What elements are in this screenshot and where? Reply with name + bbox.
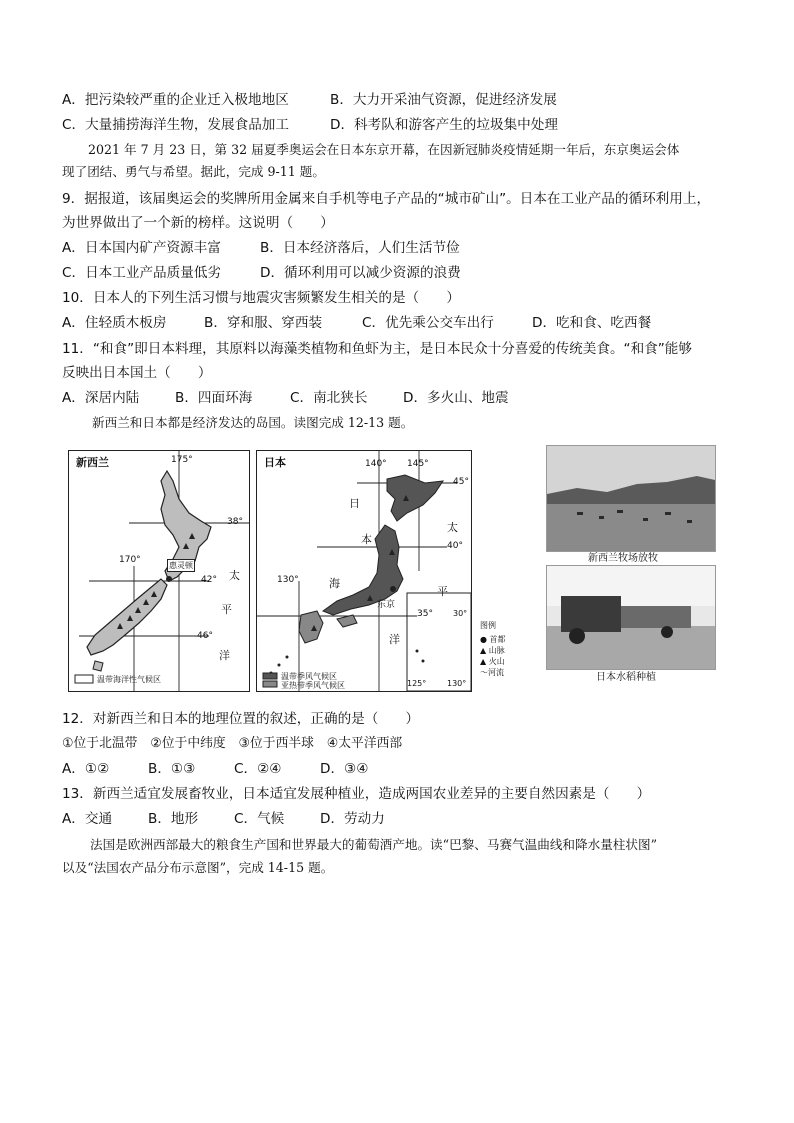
q10-option-a: A．住轻质木板房 bbox=[62, 315, 167, 331]
jp-lon-125: 125° bbox=[407, 679, 427, 688]
jp-lat-45: 45° bbox=[453, 477, 469, 487]
intro-olympics-line2: 现了团结、勇气与希望。据此，完成 9-11 题。 bbox=[62, 164, 325, 179]
jp-lat-40: 40° bbox=[447, 541, 463, 551]
volcano-icon: ▲ bbox=[480, 657, 487, 666]
q9-option-b: B．日本经济落后，人们生活节俭 bbox=[260, 240, 460, 256]
legend-capital-label: 首都 bbox=[489, 635, 506, 644]
jp-photo-caption: 日本水稻种植 bbox=[596, 672, 656, 683]
q11-option-c: C．南北狭长 bbox=[290, 390, 368, 406]
q8-option-d: D．科考队和游客产生的垃圾集中处理 bbox=[330, 117, 558, 133]
nz-photo-caption: 新西兰牧场放牧 bbox=[588, 553, 658, 564]
nz-lat-46: 46° bbox=[197, 631, 213, 641]
q12-option-a: A．①② bbox=[62, 761, 110, 777]
nz-lat-42: 42° bbox=[201, 575, 217, 585]
q12-option-d: D．③④ bbox=[320, 761, 369, 777]
jp-lat-35: 35° bbox=[417, 609, 433, 619]
jp-name-1: 日 bbox=[349, 497, 360, 510]
q10-option-b: B．穿和服、穿西装 bbox=[204, 315, 323, 331]
q9-option-a: A．日本国内矿产资源丰富 bbox=[62, 240, 221, 256]
nz-ocean-3: 洋 bbox=[219, 649, 230, 662]
q9-options-row1 bbox=[62, 239, 460, 257]
legend-title: 图例 bbox=[480, 621, 496, 630]
q13-option-a: A．交通 bbox=[62, 811, 113, 827]
nz-capital-label: 惠灵顿 bbox=[169, 561, 193, 570]
q8-options-row1 bbox=[62, 91, 557, 109]
q9-stem-line2: 为世界做出了一个新的榜样。这说明（ ） bbox=[62, 215, 334, 231]
q11-option-a: A．深居内陆 bbox=[62, 390, 140, 406]
q13-options bbox=[62, 810, 385, 828]
jp-capital-label: 东京 bbox=[377, 600, 396, 610]
japan-map-graphic bbox=[257, 451, 471, 691]
q13-stem: 13．新西兰适宜发展畜牧业，日本适宜发展种植业，造成两国农业差异的主要自然因素是（ ） bbox=[62, 786, 651, 802]
nz-lon-175: 175° bbox=[171, 455, 193, 465]
legend-river-label: 河流 bbox=[488, 668, 504, 677]
nz-legend-label: 温带海洋性气候区 bbox=[97, 675, 161, 684]
jp-name-2: 本 bbox=[361, 533, 372, 546]
legend-mountain bbox=[480, 645, 506, 656]
q12-option-b: B．①③ bbox=[148, 761, 196, 777]
q9-stem-line1: 9．据报道，该届奥运会的奖牌所用金属来自手机等电子产品的“城市矿山”。日本在工业产品的循环利用上， bbox=[62, 191, 711, 207]
legend-volcano bbox=[480, 656, 506, 667]
jp-rice-image bbox=[547, 566, 715, 669]
jp-lon-145: 145° bbox=[407, 459, 429, 469]
mountain-icon: ▲ bbox=[480, 646, 487, 655]
jp-lon-140: 140° bbox=[365, 459, 387, 469]
nz-ocean-1: 太 bbox=[229, 569, 240, 582]
jp-ocean-2: 平 bbox=[437, 585, 448, 598]
jp-ocean-3: 洋 bbox=[389, 633, 400, 646]
q9-option-c: C．日本工业产品质量低劣 bbox=[62, 265, 222, 281]
q10-option-d: D．吃和食、吃西餐 bbox=[532, 315, 652, 331]
q10-option-c: C．优先乘公交车出行 bbox=[362, 315, 494, 331]
q13-option-b: B．地形 bbox=[148, 811, 199, 827]
q12-stem: 12．对新西兰和日本的地理位置的叙述，正确的是（ ） bbox=[62, 711, 420, 727]
jp-lat-30: 30° bbox=[453, 609, 468, 618]
river-icon: 〜 bbox=[480, 668, 488, 677]
intro-nz: 新西兰和日本都是经济发达的岛国。读图完成 12-13 题。 bbox=[92, 415, 414, 430]
legend-capital bbox=[480, 634, 506, 645]
nz-lat-38: 38° bbox=[227, 517, 243, 527]
capital-dot-icon: ● bbox=[480, 635, 487, 644]
japan-map bbox=[256, 450, 472, 692]
intro-france-line1: 法国是欧洲西部最大的粮食生产国和世界最大的葡萄酒产地。读“巴黎、马赛气温曲线和降水量柱状图” bbox=[90, 837, 658, 852]
q13-option-d: D．劳动力 bbox=[320, 811, 385, 827]
intro-olympics-line1: 2021 年 7 月 23 日，第 32 届夏季奥运会在日本东京开幕，在因新冠肺炎疫情延期一年后，东京奥运会体 bbox=[88, 142, 680, 157]
nz-pasture-photo bbox=[546, 445, 716, 552]
jp-name-3: 海 bbox=[329, 577, 340, 590]
q12-options bbox=[62, 760, 368, 778]
jp-rice-photo bbox=[546, 565, 716, 670]
nz-ocean-2: 平 bbox=[221, 603, 232, 616]
new-zealand-map bbox=[68, 450, 250, 692]
q11-stem-line1: 11．“和食”即日本料理，其原料以海藻类植物和鱼虾为主，是日本民众十分喜爱的传统美食。“和食”能够 bbox=[62, 341, 692, 357]
q11-option-d: D．多火山、地震 bbox=[403, 390, 509, 406]
jp-legend-2: 亚热带季风气候区 bbox=[281, 681, 345, 690]
q9-options-row2 bbox=[62, 264, 461, 282]
legend-river bbox=[480, 667, 506, 678]
q12-option-c: C．②④ bbox=[234, 761, 282, 777]
q11-options bbox=[62, 389, 509, 407]
q11-option-b: B．四面环海 bbox=[175, 390, 253, 406]
legend-mountain-label: 山脉 bbox=[488, 646, 505, 655]
q8-option-a: A．把污染较严重的企业迁入极地地区 bbox=[62, 92, 289, 108]
jp-ocean-1: 太 bbox=[447, 521, 458, 534]
nz-lon-170: 170° bbox=[119, 555, 141, 565]
nz-map-title: 新西兰 bbox=[76, 456, 109, 469]
q12-statements: ①位于北温带 ②位于中纬度 ③位于西半球 ④太平洋西部 bbox=[62, 736, 403, 751]
nz-pasture-image bbox=[547, 446, 715, 551]
q10-options bbox=[62, 314, 651, 332]
intro-france-line2: 以及“法国农产品分布示意图”，完成 14-15 题。 bbox=[62, 860, 334, 875]
q8-option-b: B．大力开采油气资源，促进经济发展 bbox=[330, 92, 557, 108]
q10-stem: 10．日本人的下列生活习惯与地震灾害频繁发生相关的是（ ） bbox=[62, 290, 460, 306]
jp-legend-1: 温带季风气候区 bbox=[281, 672, 337, 681]
legend-volcano-label: 火山 bbox=[488, 657, 505, 666]
q13-option-c: C．气候 bbox=[234, 811, 285, 827]
jp-lon-130: 130° bbox=[277, 575, 299, 585]
jp-map-title: 日本 bbox=[264, 456, 286, 469]
q11-stem-line2: 反映出日本国土（ ） bbox=[62, 365, 212, 381]
jp-lon-130-inset: 130° bbox=[447, 679, 467, 688]
q9-option-d: D．循环利用可以减少资源的浪费 bbox=[260, 265, 461, 281]
q8-options-row2 bbox=[62, 116, 558, 134]
q8-option-c: C．大量捕捞海洋生物，发展食品加工 bbox=[62, 117, 289, 133]
map-side-legend bbox=[480, 620, 506, 678]
